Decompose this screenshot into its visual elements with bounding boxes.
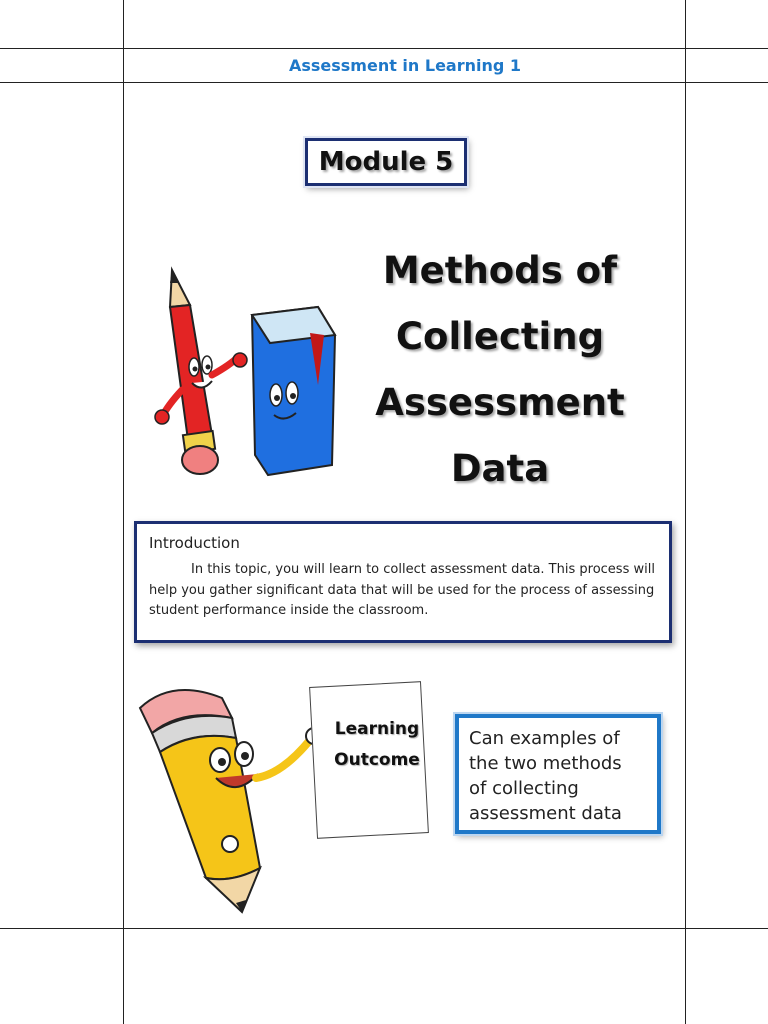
learning-outcome-label-line-1: Learning: [334, 719, 420, 739]
header-top-line: [0, 48, 768, 49]
outcome-line-1: Can examples of: [469, 728, 620, 749]
footer-line: [0, 928, 768, 929]
red-pencil-character: [155, 270, 247, 474]
outcome-line-3: of collecting: [469, 778, 579, 799]
module-title: [350, 238, 650, 502]
outcome-line-2: the two methods: [469, 753, 622, 774]
right-margin-line: [685, 0, 686, 1024]
learning-outcome-label: [326, 714, 428, 776]
header-bottom-line: [0, 82, 768, 83]
blue-book-character: [252, 307, 335, 475]
introduction-heading: Introduction: [149, 534, 240, 552]
left-margin-line: [123, 0, 124, 1024]
pencil-and-book-illustration: [150, 265, 350, 485]
header-title: Assessment in Learning 1: [288, 56, 522, 75]
outcome-line-4: assessment data: [469, 803, 622, 824]
introduction-box: [134, 521, 672, 643]
title-line-3: Assessment: [375, 381, 625, 424]
module-label: Module 5: [318, 147, 454, 177]
yellow-pencil-character: [140, 690, 322, 912]
module-label-box: [305, 138, 467, 186]
learning-outcome-box: [455, 714, 661, 834]
yellow-pencil-illustration: [132, 678, 332, 924]
title-line-1: Methods of: [382, 249, 618, 292]
introduction-body: In this topic, you will learn to collect assessment data. This process will help you gather significant data that will be used for the process of assessing student performance inside the classroom.: [149, 562, 655, 618]
title-line-4: Data: [450, 447, 550, 490]
learning-outcome-label-line-2: Outcome: [334, 750, 420, 770]
title-line-2: Collecting: [395, 315, 605, 358]
